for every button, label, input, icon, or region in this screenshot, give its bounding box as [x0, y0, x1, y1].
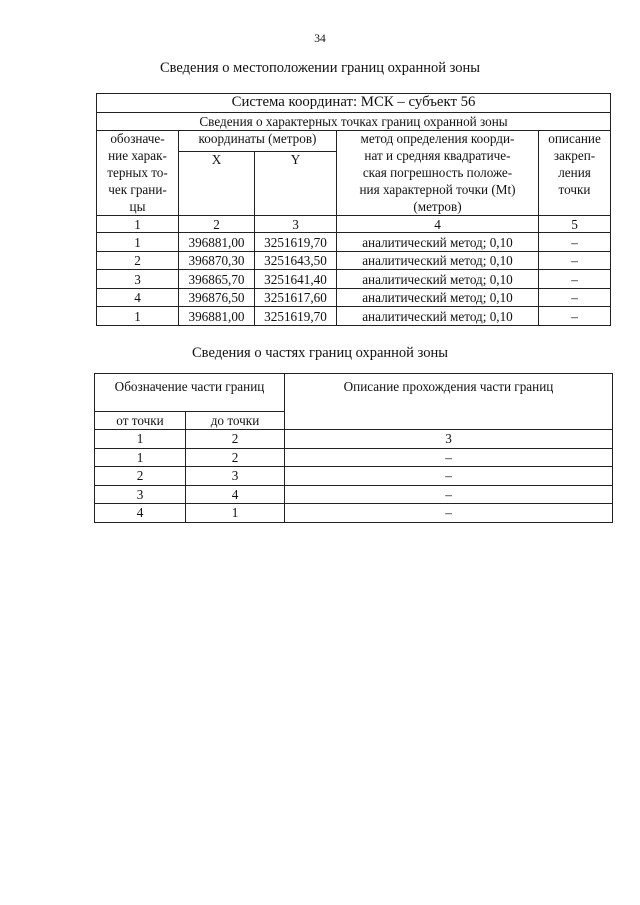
boundary-parts-table [94, 373, 613, 523]
method-value: аналитический метод; 0,10 [337, 233, 539, 252]
column-number: 2 [186, 430, 285, 449]
header-part-designation: Обозначение части границ [95, 374, 285, 412]
point-number: 2 [97, 251, 179, 270]
coord-y: 3251619,70 [255, 233, 337, 252]
part-description: – [285, 485, 613, 504]
header-line: точки [558, 181, 591, 197]
from-point: 4 [95, 504, 186, 523]
column-number: 4 [337, 216, 539, 233]
header-to-point: до точки [186, 412, 285, 430]
header-line: чек грани- [108, 181, 167, 197]
column-number-row [95, 430, 613, 449]
coord-y: 3251643,50 [255, 251, 337, 270]
table-row [97, 233, 611, 252]
section-title-boundary-parts: Сведения о частях границ охранной зоны [192, 345, 448, 361]
coord-y: 3251641,40 [255, 270, 337, 289]
header-line: ние харак- [108, 147, 167, 163]
table-row [95, 448, 613, 467]
coord-y: 3251617,60 [255, 288, 337, 307]
header-line: ская погрешность положе- [362, 164, 513, 180]
column-number: 3 [255, 216, 337, 233]
page-number: 34 [314, 33, 326, 45]
characteristic-points-table [96, 93, 611, 326]
header-part-description: Описание прохождения части границ [285, 374, 613, 412]
coord-x: 396865,70 [179, 270, 255, 289]
header-y: Y [255, 152, 337, 216]
coord-x: 396870,30 [179, 251, 255, 270]
from-point: 2 [95, 467, 186, 486]
column-number-row [97, 216, 611, 233]
header-line: цы [129, 198, 146, 214]
header-line: метод определения коорди- [360, 131, 515, 146]
column-number: 1 [97, 216, 179, 233]
header-line: нат и средняя квадратиче- [364, 147, 511, 163]
header-line: обозначе- [110, 131, 165, 146]
column-number: 5 [539, 216, 611, 233]
point-number: 1 [97, 233, 179, 252]
column-number: 3 [285, 430, 613, 449]
description-value: – [539, 233, 611, 252]
coordinate-system-label: Система координат: МСК – субъект 56 [97, 94, 611, 113]
header-line: ния характерной точки (Mt) [359, 181, 516, 197]
column-number: 1 [95, 430, 186, 449]
header-line: терных то- [107, 164, 168, 180]
point-number: 3 [97, 270, 179, 289]
header-x: X [179, 152, 255, 216]
table-row [95, 467, 613, 486]
description-value: – [539, 270, 611, 289]
header-from-point: от точки [95, 412, 186, 430]
method-value: аналитический метод; 0,10 [337, 288, 539, 307]
point-number: 1 [97, 307, 179, 326]
table-row [95, 504, 613, 523]
header-method [337, 131, 539, 216]
coord-x: 396881,00 [179, 233, 255, 252]
from-point: 1 [95, 448, 186, 467]
description-value: – [539, 251, 611, 270]
to-point: 1 [186, 504, 285, 523]
table-row [97, 288, 611, 307]
header-line: описание [548, 131, 601, 146]
table-row [97, 270, 611, 289]
table-row [97, 307, 611, 326]
part-description: – [285, 504, 613, 523]
to-point: 4 [186, 485, 285, 504]
header-description-continuation [285, 412, 613, 430]
column-number: 2 [179, 216, 255, 233]
point-number: 4 [97, 288, 179, 307]
coord-x: 396881,00 [179, 307, 255, 326]
table-row [97, 251, 611, 270]
method-value: аналитический метод; 0,10 [337, 251, 539, 270]
coord-y: 3251619,70 [255, 307, 337, 326]
header-line: закреп- [553, 147, 596, 163]
to-point: 2 [186, 448, 285, 467]
header-point-designation [97, 131, 179, 216]
section-title-boundary-location: Сведения о местоположении границ охранной зоны [159, 60, 480, 76]
description-value: – [539, 307, 611, 326]
header-coordinates: координаты (метров) [179, 131, 337, 152]
table-row [95, 485, 613, 504]
to-point: 3 [186, 467, 285, 486]
part-description: – [285, 448, 613, 467]
coord-x: 396876,50 [179, 288, 255, 307]
header-line: ления [558, 164, 591, 180]
from-point: 3 [95, 485, 186, 504]
part-description: – [285, 467, 613, 486]
header-line: (метров) [413, 198, 462, 214]
method-value: аналитический метод; 0,10 [337, 270, 539, 289]
header-description [539, 131, 611, 216]
table-subtitle: Сведения о характерных точках границ охранной зоны [97, 113, 611, 131]
description-value: – [539, 288, 611, 307]
method-value: аналитический метод; 0,10 [337, 307, 539, 326]
